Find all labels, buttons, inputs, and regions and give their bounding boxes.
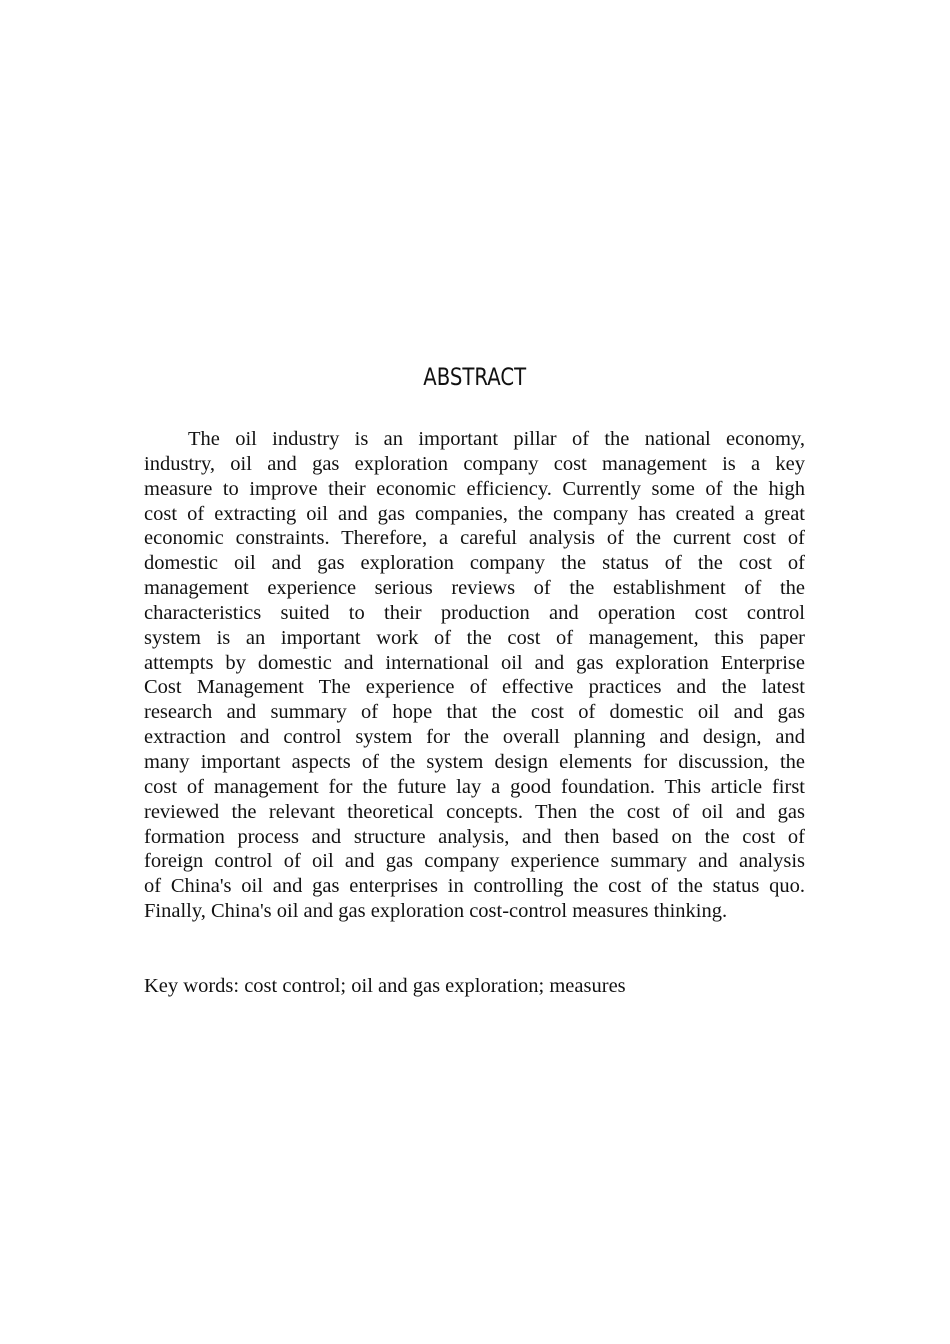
abstract-line: cost of extracting oil and gas companies, the company has created a great <box>144 502 805 525</box>
abstract-line: The oil industry is an important pillar of the national economy, <box>188 428 805 450</box>
abstract-line: characteristics suited to their production and operation cost control <box>144 601 805 624</box>
abstract-line: industry, oil and gas exploration company cost management is a key <box>144 452 805 475</box>
abstract-line: extraction and control system for the overall planning and design, and <box>144 726 805 749</box>
abstract-line: research and summary of hope that the cost of domestic oil and gas <box>144 701 805 724</box>
abstract-line: reviewed the relevant theoretical concepts. Then the cost of oil and gas <box>144 800 805 823</box>
abstract-line: economic constraints. Therefore, a careful analysis of the current cost of <box>144 527 805 550</box>
abstract-line: cost of management for the future lay a good foundation. This article first <box>144 775 805 798</box>
abstract-line: Cost Management The experience of effective practices and the latest <box>144 676 805 699</box>
abstract-body <box>144 427 805 924</box>
abstract-line: management experience serious reviews of the establishment of the <box>144 577 805 600</box>
abstract-line: domestic oil and gas exploration company the status of the cost of <box>144 552 805 575</box>
abstract-line: foreign control of oil and gas company experience summary and analysis <box>144 850 805 873</box>
abstract-heading <box>0 362 950 392</box>
abstract-line: formation process and structure analysis, and then based on the cost of <box>144 825 805 848</box>
abstract-line: Finally, China's oil and gas exploration cost-control measures thinking. <box>144 900 728 923</box>
abstract-line: measure to improve their economic efficiency. Currently some of the high <box>144 477 805 500</box>
abstract-line: attempts by domestic and international oil and gas exploration Enterprise <box>144 651 805 674</box>
keywords: Key words: cost control; oil and gas exploration; measures <box>144 975 626 997</box>
abstract-line: many important aspects of the system design elements for discussion, the <box>144 750 805 773</box>
abstract-line: system is an important work of the cost of management, this paper <box>144 626 805 649</box>
abstract-heading-text: ABSTRACT <box>423 363 527 391</box>
abstract-line: of China's oil and gas enterprises in controlling the cost of the status quo. <box>144 875 805 898</box>
